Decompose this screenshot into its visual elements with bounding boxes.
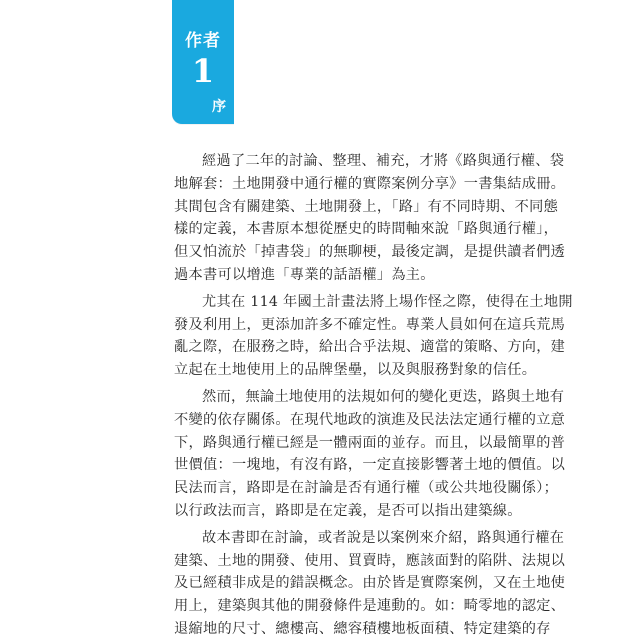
chapter-tab-top-label: 作者 [185,31,221,51]
text-line: 退縮地的尺寸、總樓高、總容積樓地板面積、特定建築的存 [174,620,551,637]
text-line: 以行政法而言，路即是在定義，是否可以指出建築線。 [174,502,522,519]
text-line: 及已經積非成是的錯誤概念。由於皆是實際案例，又在土地使 [174,575,566,592]
chapter-tab-bottom-label: 序 [212,99,226,115]
text-line: 其間包含有關建築、土地開發上，「路」有不同時期、不同態 [174,198,559,215]
text-line: 然而，無論土地使用的法規如何的變化更迭，路與土地有 [202,388,565,405]
text-line: 樣的定義，本書原本想從歷史的時間軸來說「路與通行權」， [174,221,559,238]
text-line: 民法而言，路即是在討論是否有通行權（或公共地役關係）； [174,480,559,497]
chapter-tab [172,0,234,124]
text-line: 立起在土地使用上的品牌堡壘，以及與服務對象的信任。 [174,362,537,379]
text-line: 下，路與通行權已經是一體兩面的並存。而且，以最簡單的普 [174,434,566,451]
text-line: 經過了二年的討論、整理、補充，才將《路與通行權、袋 [202,153,565,169]
preface-body [174,150,573,641]
text-line: 建築、土地的開發、使用、買賣時，應該面對的陷阱、法規以 [174,552,566,569]
text-line: 世價值：一塊地，有沒有路，一定直接影響著土地的價值。以 [174,457,566,474]
chapter-tab-number: 1 [191,52,215,90]
text-line: 過本書可以增進「專業的話語權」為主。 [174,266,435,283]
text-line: 不變的依存關係。在現代地政的演進及民法法定通行權的立意 [174,411,566,428]
text-line: 發及利用上，更添加許多不確定性。專業人員如何在這兵荒馬 [174,316,566,333]
text-line: 故本書即在討論，或者說是以案例來介紹，路與通行權在 [202,529,565,546]
text-line: 亂之際，在服務之時，給出合乎法規、適當的策略、方向，建 [174,339,566,356]
text-line: 但又怕流於「掉書袋」的無聊梗，最後定調，是提供讀者們透 [174,244,566,261]
text-line: 尤其在 114 年國土計畫法將上場作怪之際，使得在土地開 [202,293,573,310]
text-line: 用上，建築與其他的開發條件是連動的。如：畸零地的認定、 [174,598,566,615]
text-line: 地解套：土地開發中通行權的實際案例分享》一書集結成冊。 [174,175,566,192]
